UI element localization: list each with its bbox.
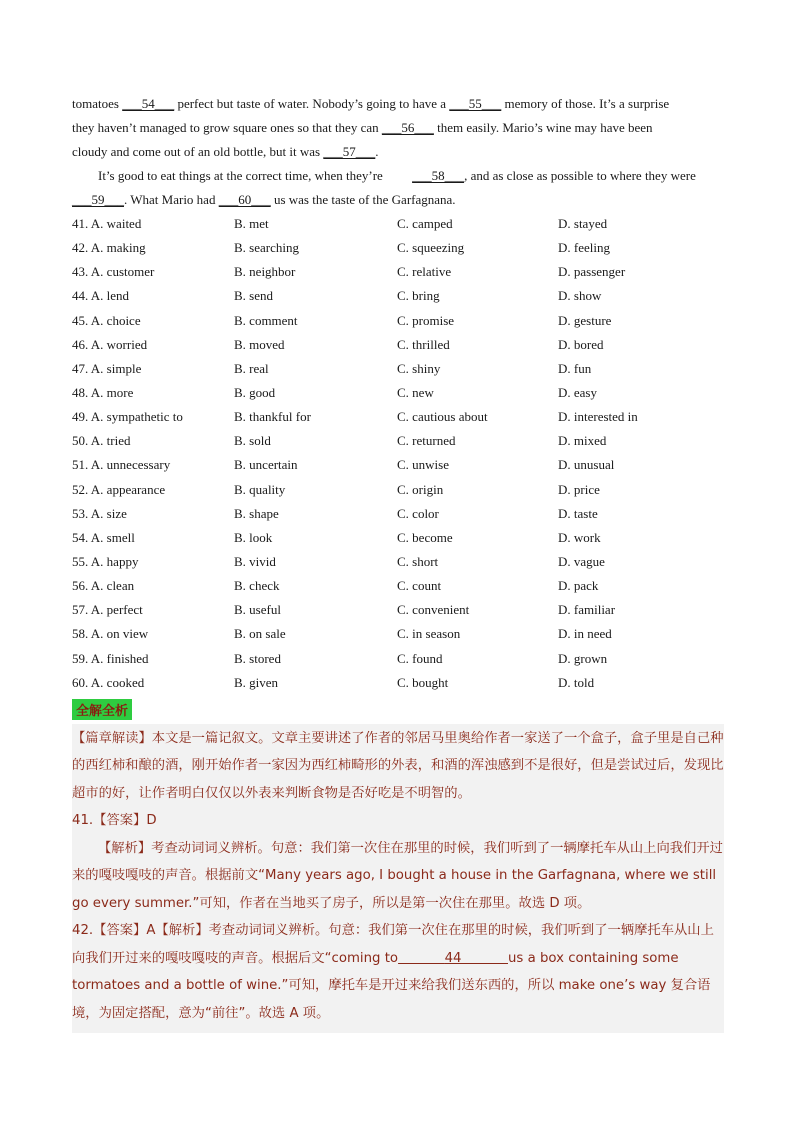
option-row — [72, 333, 724, 357]
passage-paragraph-1 — [72, 92, 724, 164]
option-cell: C. squeezing — [397, 240, 465, 256]
option-cell: 50. A. tried — [72, 433, 131, 449]
option-cell: 59. A. finished — [72, 650, 149, 666]
option-cell: C. cautious about — [397, 409, 488, 425]
option-cell: D. grown — [558, 650, 608, 666]
option-row — [72, 574, 724, 598]
blank-58: ___58___ — [412, 168, 465, 183]
option-cell: B. check — [234, 578, 280, 594]
passage-text: them easily. Mario’s wine may have been — [433, 120, 653, 135]
document-page — [72, 92, 724, 1033]
section-label: 全解全析 — [72, 699, 132, 720]
option-cell: D. work — [558, 529, 601, 545]
passage-text: It’s good to eat things at the correct time, when they’re — [98, 168, 387, 183]
option-cell: B. neighbor — [234, 264, 296, 280]
option-cell: 58. A. on view — [72, 626, 149, 642]
option-cell: D. pack — [558, 578, 599, 594]
passage-text: , and as close as possible to where they were — [464, 168, 696, 183]
option-cell: 54. A. smell — [72, 529, 135, 545]
option-cell: B. look — [234, 529, 273, 545]
option-cell: B. moved — [234, 336, 285, 352]
option-cell: B. real — [234, 360, 269, 376]
option-row — [72, 550, 724, 574]
option-cell: C. relative — [397, 264, 452, 280]
option-cell: B. vivid — [234, 553, 276, 569]
option-row — [72, 478, 724, 502]
option-cell: 57. A. perfect — [72, 602, 143, 618]
option-cell: C. short — [397, 553, 439, 569]
option-cell: 48. A. more — [72, 384, 134, 400]
option-cell: D. in need — [558, 626, 612, 642]
option-cell: C. become — [397, 529, 453, 545]
q42-text-b: us a box containing some tormatoes and a bottle of wine.”可知，摩托车是开过来给我们送东西的，所以 make one’s way 复合语境，为固定搭配，意为“前往”。故选 A 项。 — [72, 950, 711, 1021]
option-cell: 53. A. size — [72, 505, 127, 521]
option-cell: D. easy — [558, 384, 597, 400]
q42-explanation — [72, 917, 724, 1027]
option-row — [72, 429, 724, 453]
passage-paragraph-2-cont — [72, 188, 724, 212]
passage-text: . — [375, 144, 379, 159]
option-cell: D. stayed — [558, 216, 608, 231]
q42-blank-number: 44 — [444, 950, 462, 966]
option-row — [72, 357, 724, 381]
option-row — [72, 405, 724, 429]
option-cell: 56. A. clean — [72, 578, 135, 594]
analysis-block — [72, 724, 724, 1034]
option-row — [72, 212, 724, 236]
option-cell: 44. A. lend — [72, 288, 130, 304]
option-cell: B. stored — [234, 650, 281, 666]
analysis-intro: 【篇章解读】本文是一篇记叙文。文章主要讲述了作者的邻居马里奥给作者一家送了一个盒子，盒子里是自己种的西红柿和酿的酒，刚开始作者一家因为西红柿畸形的外表，和酒的浑浊感到不是很好，但是尝试过后，发现比超市的好，让作者明白仅仅以外表来判断食物是否好吃是不明智的。 — [72, 730, 724, 801]
option-cell: 52. A. appearance — [72, 481, 166, 497]
option-cell: B. good — [234, 384, 276, 400]
option-cell: 43. A. customer — [72, 264, 155, 280]
option-row — [72, 284, 724, 308]
option-row — [72, 622, 724, 646]
option-cell: C. bring — [397, 288, 440, 304]
passage-text: cloudy and come out of an old bottle, but it was — [72, 144, 324, 159]
option-cell: C. convenient — [397, 602, 470, 618]
q41-answer: 41.【答案】D — [72, 813, 157, 829]
option-cell: C. color — [397, 505, 439, 521]
option-cell: D. familiar — [558, 602, 616, 618]
option-cell: B. given — [234, 674, 279, 690]
option-cell: D. price — [558, 481, 600, 497]
passage-text: they haven’t managed to grow square ones so that they can — [72, 120, 382, 135]
option-cell: 55. A. happy — [72, 553, 139, 569]
option-row — [72, 598, 724, 622]
option-row — [72, 647, 724, 671]
option-cell: C. origin — [397, 481, 444, 497]
option-row — [72, 260, 724, 284]
q42-blank — [398, 945, 508, 973]
option-cell: C. thrilled — [397, 336, 450, 352]
blank-60: ___60___ — [218, 192, 271, 207]
option-cell: D. fun — [558, 360, 592, 376]
blank-56: ___56___ — [381, 120, 434, 135]
option-cell: 51. A. unnecessary — [72, 457, 171, 473]
q42-text-a: 42.【答案】A【解析】考查动词词义辨析。句意：我们第一次住在那里的时候，我们听到了一辆摩托车从山上向我们开过来的嘎吱嘎吱的声音。根据后文“coming to — [72, 923, 714, 966]
option-cell: C. bought — [397, 674, 449, 690]
option-cell: D. told — [558, 674, 595, 690]
option-cell: 41. A. waited — [72, 216, 142, 231]
option-row — [72, 526, 724, 550]
blank-54: ___54___ — [122, 96, 175, 111]
option-cell: B. met — [234, 216, 269, 231]
option-row — [72, 502, 724, 526]
options-table — [72, 212, 724, 695]
option-cell: D. unusual — [558, 457, 615, 473]
option-row — [72, 309, 724, 333]
option-cell: D. show — [558, 288, 602, 304]
option-cell: D. bored — [558, 336, 604, 352]
option-cell: 47. A. simple — [72, 360, 142, 376]
option-cell: D. vague — [558, 553, 605, 569]
option-cell: B. uncertain — [234, 457, 298, 473]
option-cell: B. quality — [234, 481, 286, 497]
option-row — [72, 236, 724, 260]
passage-text: . What Mario had — [124, 192, 219, 207]
passage-text: tomatoes — [72, 96, 123, 111]
option-cell: B. shape — [234, 505, 279, 521]
passage-text: us was the taste of the Garfagnana. — [270, 192, 456, 207]
option-cell: D. interested in — [558, 409, 638, 425]
option-cell: 45. A. choice — [72, 312, 141, 328]
option-cell: B. sold — [234, 433, 271, 449]
option-cell: B. on sale — [234, 626, 286, 642]
passage-paragraph-2 — [72, 164, 724, 188]
option-cell: C. in season — [397, 626, 461, 642]
option-cell: C. count — [397, 578, 442, 594]
option-cell: C. new — [397, 384, 434, 400]
option-cell: C. found — [397, 650, 443, 666]
option-row — [72, 671, 724, 695]
option-cell: C. camped — [397, 216, 453, 231]
q41-explanation: 【解析】考查动词词义辨析。句意：我们第一次住在那里的时候，我们听到了一辆摩托车从山上向我们开过来的嘎吱嘎吱的声音。根据前文“Many years ago, I bought a house in the Garfagnana, where we still go every summer.”可知，作者在当地买了房子，所以是第一次住在那里。故选 D 项。 — [72, 840, 723, 911]
option-cell: C. shiny — [397, 360, 441, 376]
option-cell: C. returned — [397, 433, 456, 449]
option-cell: D. passenger — [558, 264, 626, 280]
option-cell: B. searching — [234, 240, 299, 256]
option-cell: D. feeling — [558, 240, 610, 256]
passage-text: perfect but taste of water. Nobody’s going to have a — [174, 96, 450, 111]
passage-text: memory of those. It’s a surprise — [501, 96, 670, 111]
option-cell: 42. A. making — [72, 240, 146, 256]
blank-57: ___57___ — [323, 144, 376, 159]
option-cell: D. mixed — [558, 433, 607, 449]
option-cell: 60. A. cooked — [72, 674, 145, 690]
option-cell: C. unwise — [397, 457, 449, 473]
option-row — [72, 381, 724, 405]
option-cell: 46. A. worried — [72, 336, 148, 352]
option-row — [72, 453, 724, 477]
option-cell: B. send — [234, 288, 273, 304]
option-cell: C. promise — [397, 312, 455, 328]
blank-55: ___55___ — [449, 96, 502, 111]
option-cell: D. taste — [558, 505, 598, 521]
option-cell: B. comment — [234, 312, 298, 328]
option-cell: D. gesture — [558, 312, 612, 328]
option-cell: B. useful — [234, 602, 281, 618]
blank-59: ___59___ — [72, 192, 124, 207]
option-cell: 49. A. sympathetic to — [72, 409, 183, 425]
option-cell: B. thankful for — [234, 409, 311, 425]
